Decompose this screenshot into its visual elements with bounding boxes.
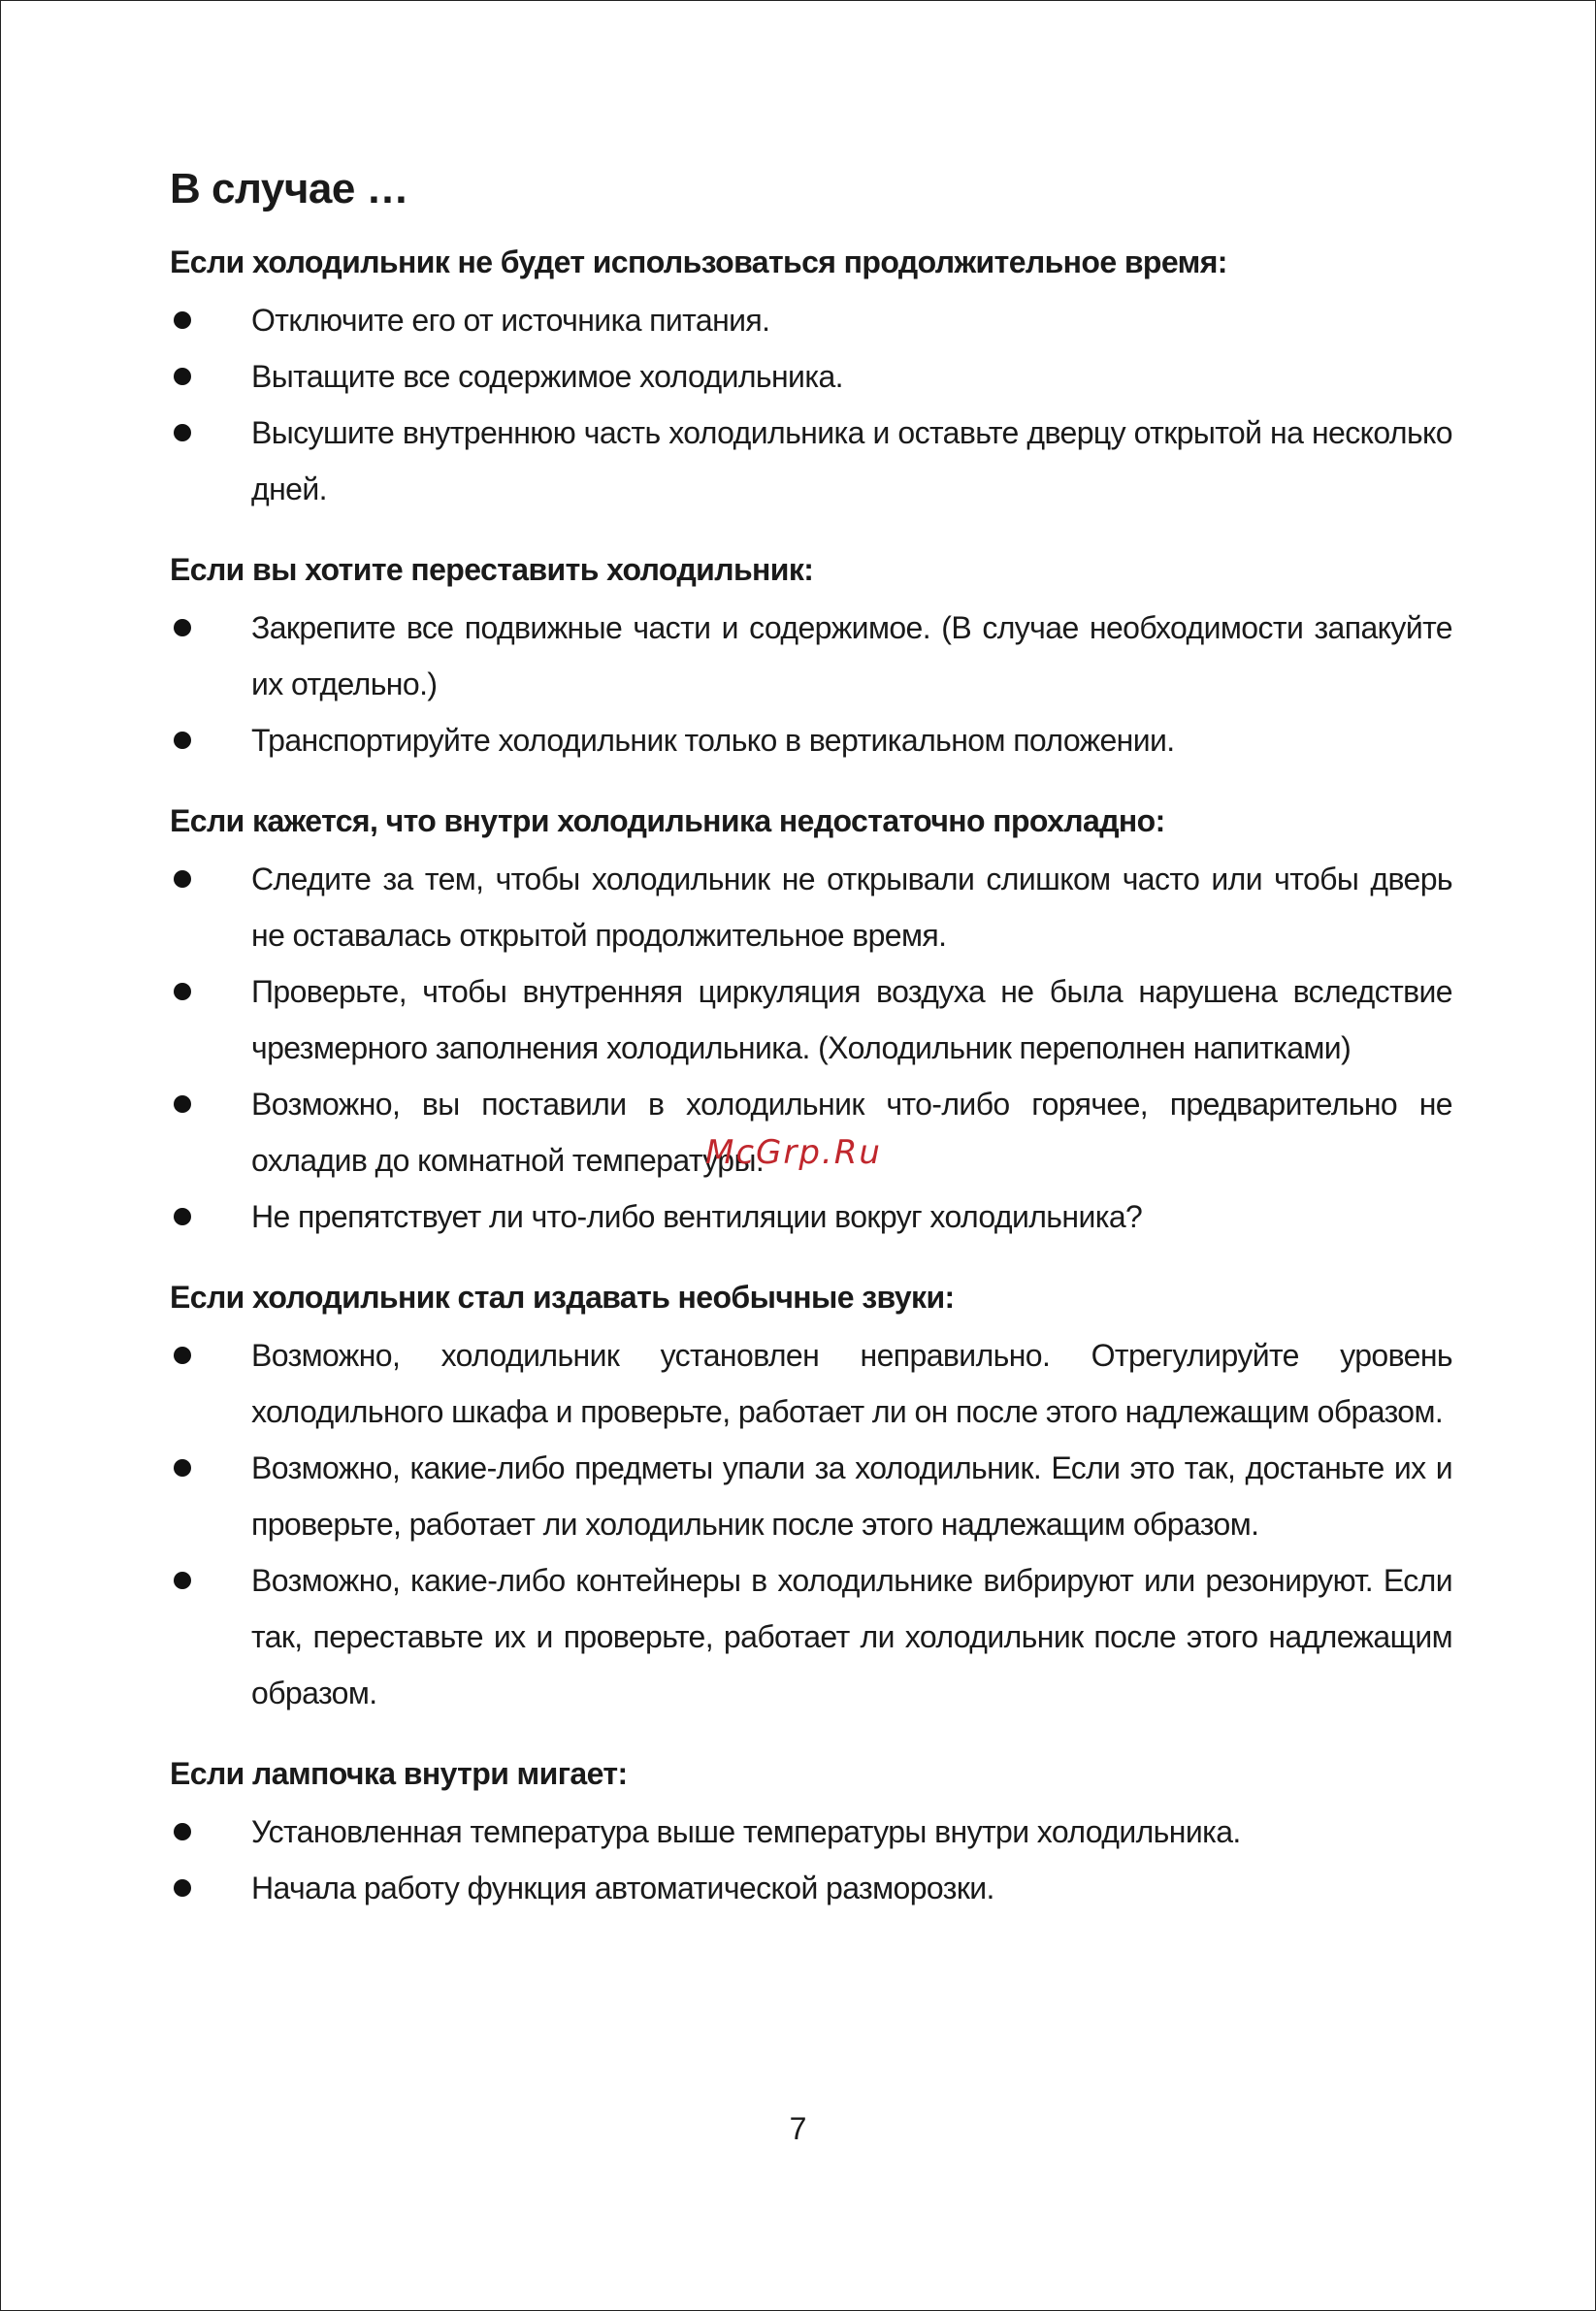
list-item <box>170 1804 1452 1860</box>
section-not-cool <box>170 797 1452 1245</box>
bullet-icon <box>174 732 191 749</box>
list-item-text: Закрепите все подвижные части и содержимое. (В случае необходимости запакуйте их отдельно.) <box>251 610 1452 701</box>
list-item <box>170 348 1452 405</box>
list-item <box>170 405 1452 517</box>
bullet-list <box>170 1327 1452 1721</box>
bullet-icon <box>174 424 191 441</box>
list-item <box>170 1440 1452 1552</box>
section-unusual-noise <box>170 1273 1452 1721</box>
page-title: В случае … <box>170 165 409 212</box>
bullet-icon <box>174 1823 191 1840</box>
list-item-text: Следите за тем, чтобы холодильник не открывали слишком часто или чтобы дверь не оставалась открытой продолжительное время. <box>251 862 1452 953</box>
bullet-list <box>170 851 1452 1245</box>
list-item <box>170 600 1452 712</box>
bullet-icon <box>174 619 191 636</box>
list-item-text: Проверьте, чтобы внутренняя циркуляция воздуха не была нарушена вследствие чрезмерного заполнения холодильника. (Холодильник переполнен напитками) <box>251 974 1452 1065</box>
bullet-icon <box>174 983 191 1000</box>
list-item <box>170 963 1452 1076</box>
bullet-icon <box>174 1208 191 1225</box>
list-item-text: Начала работу функция автоматической разморозки. <box>251 1871 994 1905</box>
watermark-text: McGrp.Ru <box>705 1133 882 1172</box>
section-heading: Если холодильник стал издавать необычные звуки: <box>170 1280 955 1315</box>
list-item <box>170 1860 1452 1916</box>
document-body <box>170 160 1452 1944</box>
list-item-text: Установленная температура выше температуры внутри холодильника. <box>251 1814 1241 1849</box>
list-item <box>170 1552 1452 1721</box>
list-item <box>170 292 1452 348</box>
bullet-list <box>170 292 1452 517</box>
bullet-list <box>170 600 1452 768</box>
page-number: 7 <box>789 2111 807 2146</box>
bullet-icon <box>174 1879 191 1897</box>
list-item <box>170 1188 1452 1245</box>
section-long-absence <box>170 238 1452 517</box>
section-heading: Если кажется, что внутри холодильника недостаточно прохладно: <box>170 803 1165 838</box>
list-item <box>170 851 1452 963</box>
bullet-icon <box>174 1459 191 1477</box>
list-item-text: Возможно, холодильник установлен неправильно. Отрегулируйте уровень холодильного шкафа и проверьте, работает ли он после этого надлежащим образом. <box>251 1338 1452 1429</box>
section-heading: Если вы хотите переставить холодильник: <box>170 552 814 587</box>
list-item-text: Отключите его от источника питания. <box>251 303 770 338</box>
section-heading: Если холодильник не будет использоваться продолжительное время: <box>170 244 1227 279</box>
bullet-icon <box>174 1347 191 1364</box>
list-item-text: Высушите внутреннюю часть холодильника и оставьте дверцу открытой на несколько дней. <box>251 415 1452 506</box>
list-item <box>170 712 1452 768</box>
bullet-icon <box>174 368 191 385</box>
section-relocation <box>170 545 1452 768</box>
bullet-icon <box>174 1095 191 1113</box>
bullet-icon <box>174 1572 191 1589</box>
list-item-text: Транспортируйте холодильник только в вертикальном положении. <box>251 723 1175 758</box>
list-item-text: Не препятствует ли что-либо вентиляции вокруг холодильника? <box>251 1199 1143 1234</box>
list-item-text: Возможно, какие-либо предметы упали за холодильник. Если это так, достаньте их и проверьте, работает ли холодильник после этого надлежащим образом. <box>251 1450 1452 1542</box>
section-lamp-blinking <box>170 1749 1452 1916</box>
bullet-list <box>170 1804 1452 1916</box>
bullet-icon <box>174 870 191 888</box>
section-heading: Если лампочка внутри мигает: <box>170 1756 628 1791</box>
list-item-text: Возможно, какие-либо контейнеры в холодильнике вибрируют или резонируют. Если так, переставьте их и проверьте, работает ли холодильник после этого надлежащим образом. <box>251 1563 1452 1710</box>
bullet-icon <box>174 311 191 329</box>
list-item-text: Вытащите все содержимое холодильника. <box>251 359 843 394</box>
list-item <box>170 1327 1452 1440</box>
list-item-text: Возможно, вы поставили в холодильник что-либо горячее, предварительно не охладив до комнатной температуры. <box>251 1087 1452 1178</box>
